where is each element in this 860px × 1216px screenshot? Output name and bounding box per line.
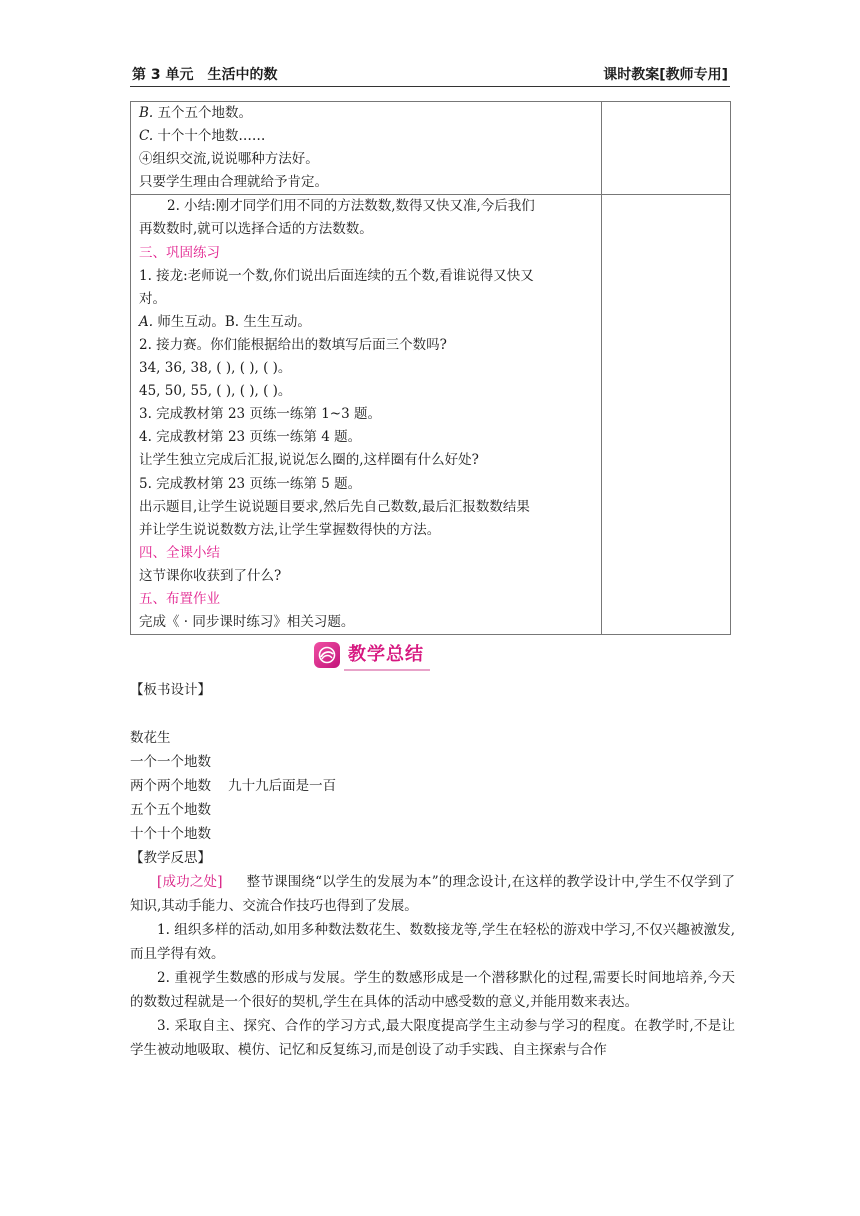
board-line: 五个五个地数 — [130, 802, 211, 818]
reflection-text: 整节课围绕“以学生的发展为本”的理念设计,在这样的教学设计中,学生不仅学到了知识,其动手能力、交流合作技巧也得到了发展。 — [130, 874, 735, 914]
success-tag: [成功之处] — [157, 874, 223, 890]
exercise-line: 5. 完成教材第 23 页练一练第 5 题。 — [139, 475, 362, 492]
page-header — [130, 62, 730, 87]
header-unit — [132, 64, 278, 84]
list-item: C. 十个十个地数…… — [139, 128, 266, 145]
exercise-line: 34, 36, 38, ( ), ( ), ( )。 — [139, 360, 292, 377]
section-heading: 四、全课小结 — [139, 544, 220, 561]
exercise-line: 让学生独立完成后汇报,说说怎么圈的,这样圈有什么好处? — [139, 452, 479, 469]
exercise-line: 并让学生说说数数方法,让学生掌握数得快的方法。 — [139, 521, 441, 538]
section-heading: 三、巩固练习 — [139, 244, 220, 261]
swirl-icon — [314, 642, 340, 668]
reflection-paragraph: 3. 采取自主、探究、合作的学习方式,最大限度提高学生主动参与学习的程度。在教学时,不是让学生被动地吸取、模仿、记忆和反复练习,而是创设了动手实践、自主探索与合作 — [130, 1018, 735, 1058]
summary-line: 再数数时,就可以选择合适的方法数数。 — [139, 221, 373, 238]
table-content-cell — [131, 102, 602, 195]
reflection-paragraph — [130, 870, 735, 918]
board-heading: 【板书设计】 — [130, 682, 211, 698]
board-line: 两个两个地数 九十九后面是一百 — [130, 778, 337, 794]
table-content-cell — [131, 195, 602, 635]
exercise-line: 3. 完成教材第 23 页练一练第 1~3 题。 — [139, 406, 382, 423]
board-design — [130, 678, 735, 1062]
lesson-table — [130, 101, 731, 635]
list-item: 只要学生理由合理就给予肯定。 — [139, 174, 328, 191]
header-right: 课时教案[教师专用] — [603, 67, 728, 83]
reflection-paragraph: 1. 组织多样的活动,如用多种数法数花生、数数接龙等,学生在轻松的游戏中学习,不仅兴趣被激发,而且学得有效。 — [130, 922, 735, 962]
exercise-line: 对。 — [139, 290, 166, 307]
exercise-line: 完成《 · 同步课时练习》相关习题。 — [139, 614, 355, 631]
exercise-line: 45, 50, 55, ( ), ( ), ( )。 — [139, 383, 292, 400]
table-row — [131, 102, 731, 195]
table-row — [131, 195, 731, 635]
exercise-line: 1. 接龙:老师说一个数,你们说出后面连续的五个数,看谁说得又快又 — [139, 267, 534, 284]
exercise-line: 2. 接力赛。你们能根据给出的数填写后面三个数吗? — [139, 336, 447, 353]
spacer — [130, 702, 735, 726]
unit-title: 生活中的数 — [207, 67, 278, 83]
summary-line: 2. 小结:刚才同学们用不同的方法数数,数得又快又准,今后我们 — [167, 198, 535, 215]
exercise-line: A. 师生互动。B. 生生互动。 — [139, 313, 311, 330]
table-side-cell — [601, 195, 730, 635]
board-line: 一个一个地数 — [130, 754, 211, 770]
board-line: 数花生 — [130, 730, 171, 746]
exercise-line: 出示题目,让学生说说题目要求,然后先自己数数,最后汇报数数结果 — [139, 498, 530, 515]
section-heading: 五、布置作业 — [139, 590, 220, 607]
list-item: ④组织交流,说说哪种方法好。 — [139, 151, 319, 168]
table-side-cell — [601, 102, 730, 195]
list-item: B. 五个五个地数。 — [139, 105, 253, 121]
reflection-heading: 【教学反思】 — [130, 850, 211, 866]
exercise-line: 4. 完成教材第 23 页练一练第 4 题。 — [139, 429, 362, 446]
exercise-line: 这节课你收获到了什么? — [139, 567, 282, 584]
teaching-summary-banner — [314, 641, 430, 669]
unit-number: 第 3 单元 — [132, 67, 194, 83]
board-line: 十个十个地数 — [130, 826, 211, 842]
reflection-paragraph: 2. 重视学生数感的形成与发展。学生的数感形成是一个潜移默化的过程,需要长时间地培养,今天的数数过程就是一个很好的契机,学生在具体的活动中感受数的意义,并能用数来表达。 — [130, 970, 735, 1010]
banner-title: 教学总结 — [344, 640, 430, 671]
